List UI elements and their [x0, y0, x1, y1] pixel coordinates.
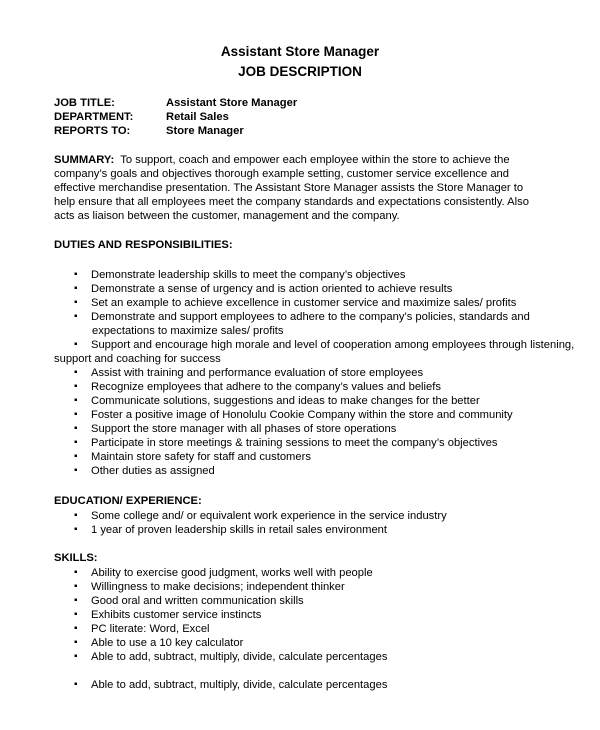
list-item: ▪ Set an example to achieve excellence in customer service and maximize sales/ profits	[74, 297, 517, 309]
skills-heading: SKILLS:	[54, 552, 98, 564]
list-item: ▪ Some college and/ or equivalent work experience in the service industry	[74, 510, 447, 522]
bullet-icon: ▪	[74, 311, 78, 322]
list-item: ▪ Maintain store safety for staff and customers	[74, 451, 311, 463]
list-item: ▪ 1 year of proven leadership skills in retail sales environment	[74, 524, 387, 536]
list-item: ▪ PC literate: Word, Excel	[74, 623, 210, 635]
info-label-department: DEPARTMENT:	[54, 111, 134, 123]
list-item: ▪ Recognize employees that adhere to the company’s values and beliefs	[74, 381, 441, 393]
list-item: ▪ Able to add, subtract, multiply, divide, calculate percentages	[74, 679, 388, 691]
document-subtitle: JOB DESCRIPTION	[238, 64, 362, 79]
bullet-icon: ▪	[74, 451, 78, 462]
bullet-icon: ▪	[74, 465, 78, 476]
education-heading: EDUCATION/ EXPERIENCE:	[54, 495, 202, 507]
list-item: ▪ Good oral and written communication skills	[74, 595, 304, 607]
summary-label: SUMMARY:	[54, 154, 115, 166]
list-item: ▪ Other duties as assigned	[74, 465, 215, 477]
bullet-icon: ▪	[74, 395, 78, 406]
bullet-icon: ▪	[74, 437, 78, 448]
list-item: ▪ Willingness to make decisions; independent thinker	[74, 581, 345, 593]
summary-line: effective merchandise presentation. The Assistant Store Manager assists the Store Manager to	[54, 182, 524, 194]
list-item: ▪ Communicate solutions, suggestions and ideas to make changes for the better	[74, 395, 480, 407]
bullet-icon: ▪	[74, 381, 78, 392]
summary-text: To support, coach and empower each employee within the store to achieve the	[120, 154, 510, 166]
bullet-icon: ▪	[74, 567, 78, 578]
bullet-icon: ▪	[74, 367, 78, 378]
bullet-icon: ▪	[74, 581, 78, 592]
info-value-reports-to: Store Manager	[166, 125, 244, 137]
list-item: ▪ Support and encourage high morale and level of cooperation among employees through listening,	[74, 339, 575, 351]
bullet-icon: ▪	[74, 524, 78, 535]
bullet-icon: ▪	[74, 609, 78, 620]
info-value-department: Retail Sales	[166, 111, 229, 123]
list-item: ▪ Support the store manager with all phases of store operations	[74, 423, 397, 435]
bullet-icon: ▪	[74, 510, 78, 521]
bullet-icon: ▪	[74, 679, 78, 690]
list-item: ▪ Participate in store meetings & training sessions to meet the company’s objectives	[74, 437, 498, 449]
summary-line: help ensure that all employees meet the company standards and expectations consistently. Also	[54, 196, 529, 208]
list-item: ▪ Able to use a 10 key calculator	[74, 637, 244, 649]
list-item: ▪ Ability to exercise good judgment, works well with people	[74, 567, 373, 579]
list-item: ▪ Exhibits customer service instincts	[74, 609, 262, 621]
list-item-continuation: expectations to maximize sales/ profits	[92, 325, 284, 337]
bullet-icon: ▪	[74, 339, 78, 350]
summary-line: company’s goals and objectives thorough example setting, customer service excellence and	[54, 168, 510, 180]
bullet-icon: ▪	[74, 297, 78, 308]
bullet-icon: ▪	[74, 595, 78, 606]
bullet-icon: ▪	[74, 423, 78, 434]
info-label-job-title: JOB TITLE:	[54, 97, 115, 109]
bullet-icon: ▪	[74, 623, 78, 634]
list-item: ▪ Able to add, subtract, multiply, divide, calculate percentages	[74, 651, 388, 663]
info-value-job-title: Assistant Store Manager	[166, 97, 298, 109]
list-item-continuation: support and coaching for success	[54, 353, 221, 365]
list-item: ▪ Demonstrate a sense of urgency and is action oriented to achieve results	[74, 283, 453, 295]
bullet-icon: ▪	[74, 637, 78, 648]
bullet-icon: ▪	[74, 651, 78, 662]
bullet-icon: ▪	[74, 409, 78, 420]
bullet-icon: ▪	[74, 269, 78, 280]
summary-line: acts as liaison between the customer, management and the company.	[54, 210, 400, 222]
summary-line	[54, 154, 510, 166]
duties-heading: DUTIES AND RESPONSIBILITIES:	[54, 239, 233, 251]
document-title: Assistant Store Manager	[220, 44, 380, 59]
list-item: ▪ Assist with training and performance evaluation of store employees	[74, 367, 424, 379]
list-item: ▪ Foster a positive image of Honolulu Cookie Company within the store and community	[74, 409, 513, 421]
list-item: ▪ Demonstrate and support employees to adhere to the company’s policies, standards and	[74, 311, 530, 323]
list-item: ▪ Demonstrate leadership skills to meet the company’s objectives	[74, 269, 406, 281]
bullet-icon: ▪	[74, 283, 78, 294]
info-label-reports-to: REPORTS TO:	[54, 125, 131, 137]
